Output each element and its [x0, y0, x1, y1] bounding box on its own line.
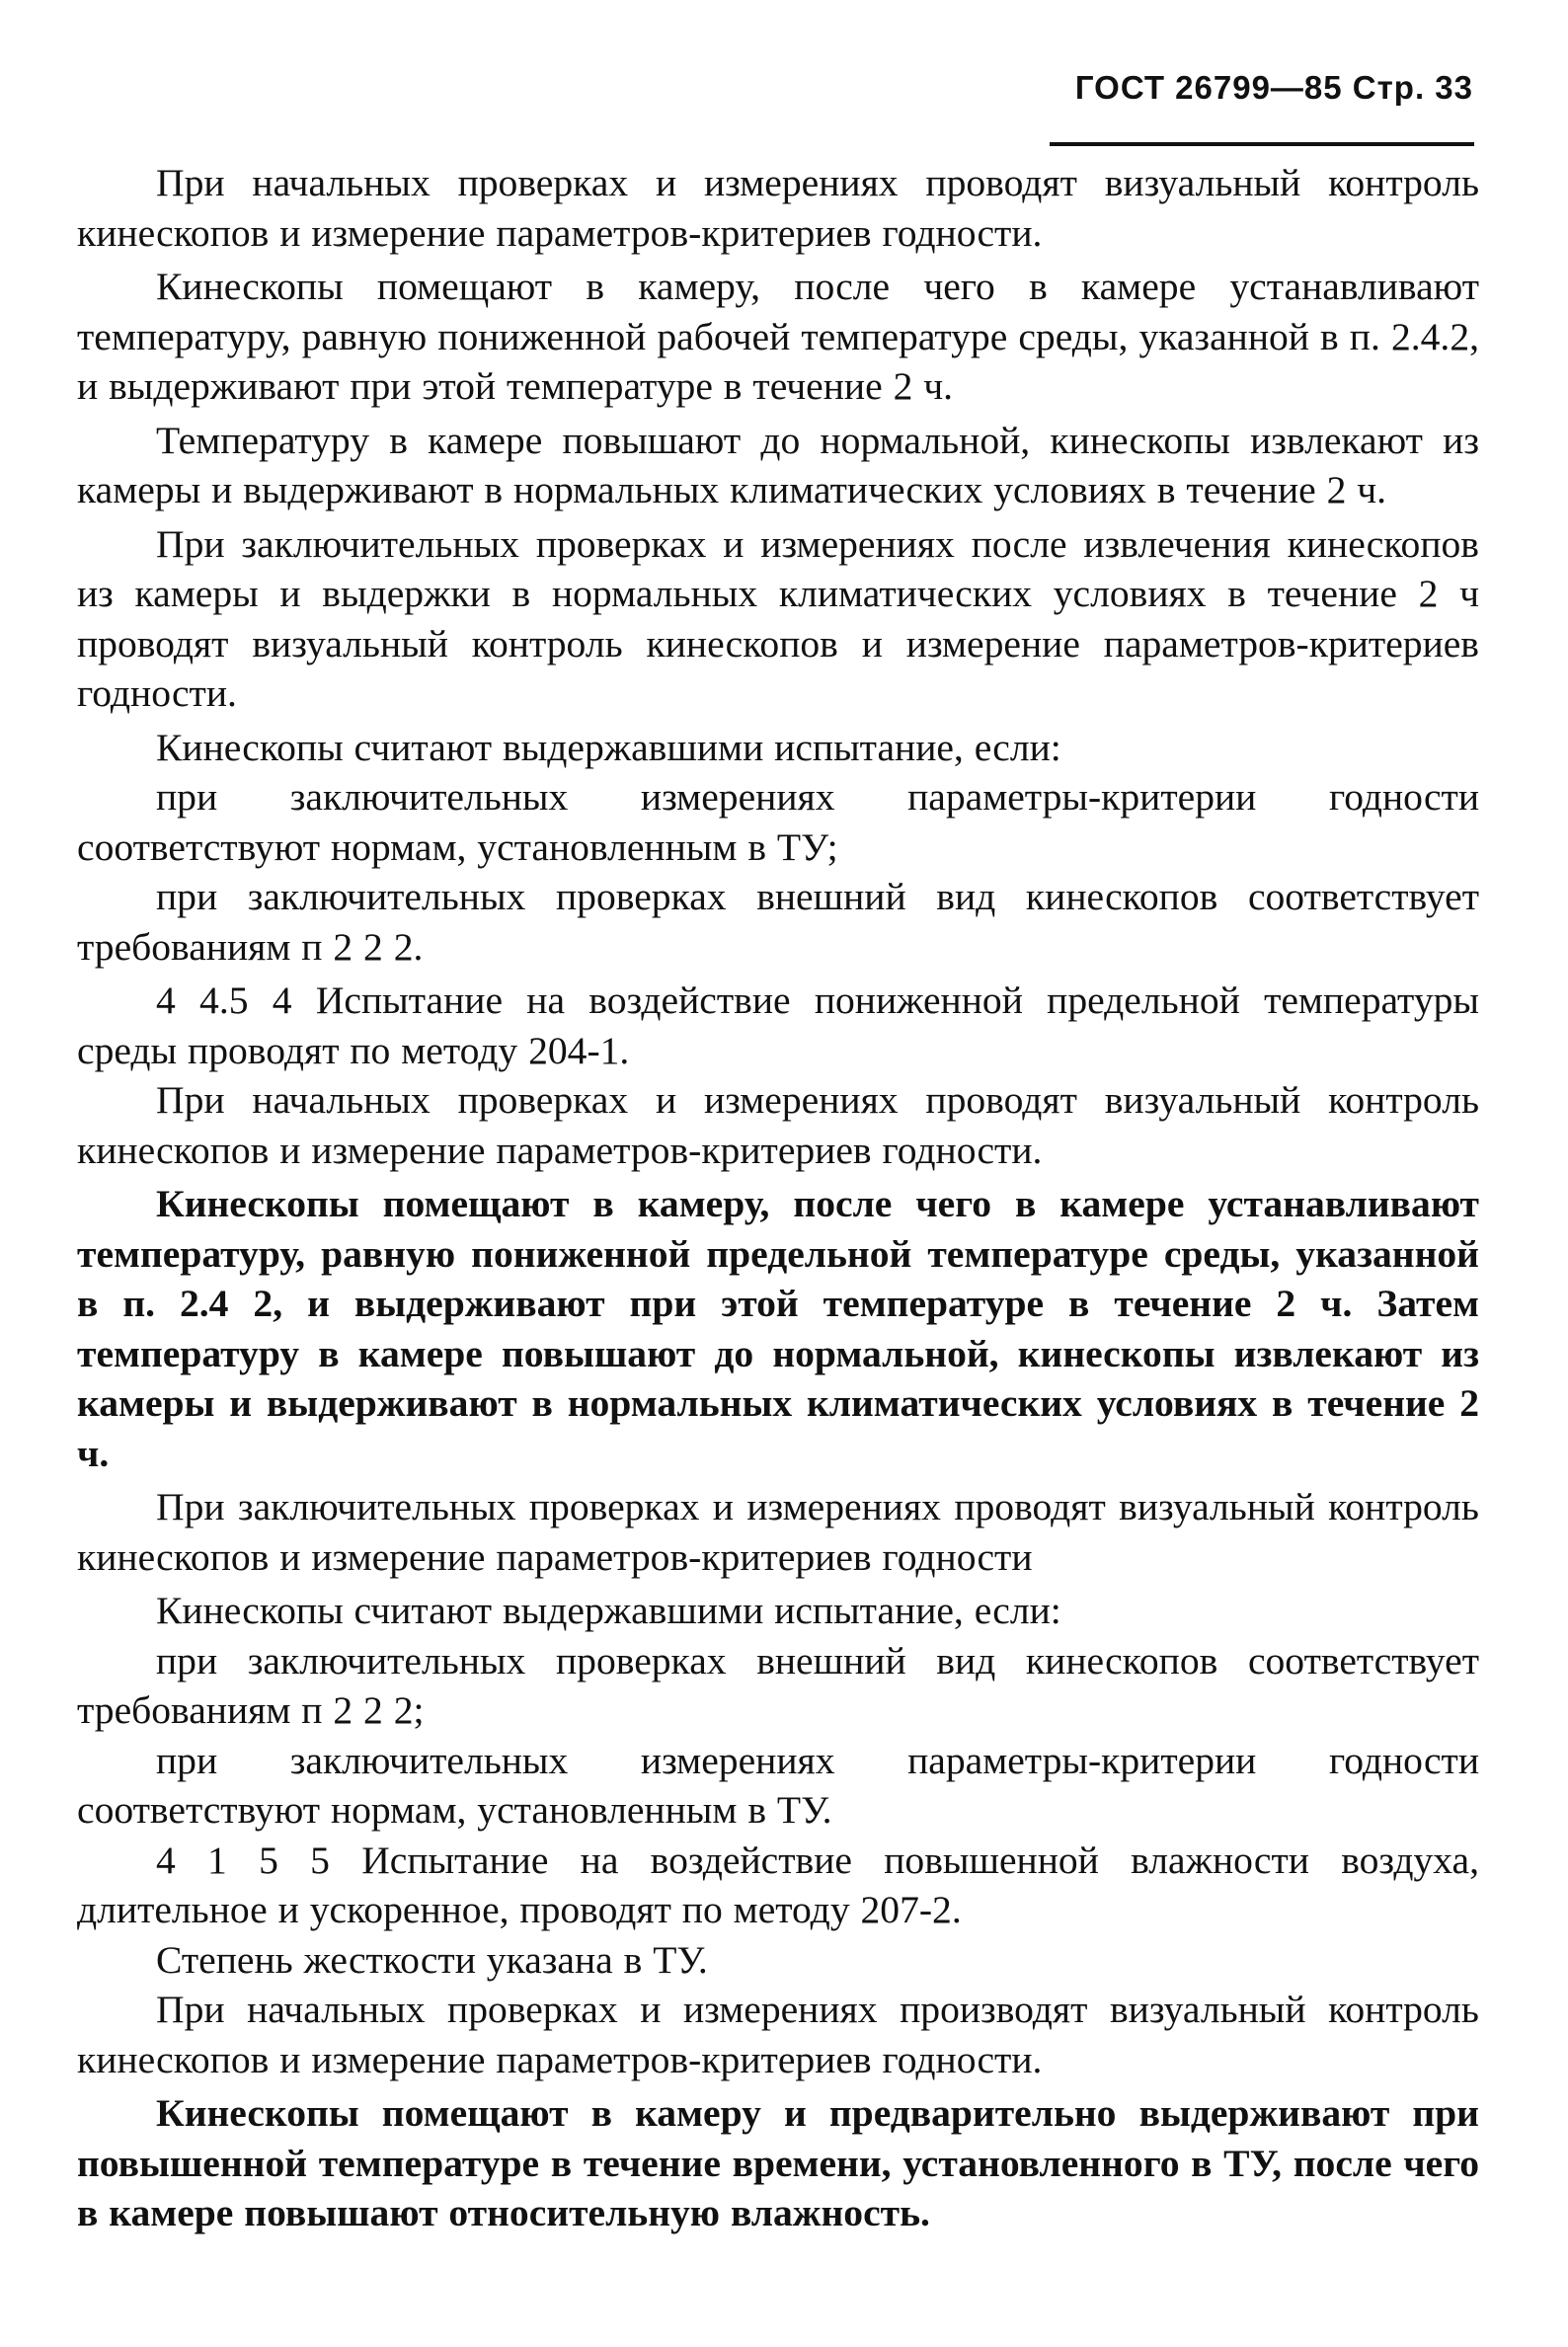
paragraph: Кинескопы считают выдержавшими испытание, если:	[156, 725, 1061, 769]
paragraph: при заключительных проверках внешний вид кинескопов соответствует требованиям п 2 2 2.	[77, 875, 1479, 969]
paragraph: При начальных проверках и измерениях проводят визуальный контроль кинескопов и измерение параметров-критериев годности.	[77, 1078, 1479, 1172]
paragraph: Кинескопы считают выдержавшими испытание, если:	[156, 1589, 1061, 1632]
paragraph: Температуру в камере повышают до нормальной, кинескопы извлекают из камеры и выдерживают в нормальных климатических условиях в течение 2 ч.	[77, 418, 1479, 511]
paragraph: при заключительных измерениях параметры-критерии годности соответствуют нормам, установленным в ТУ;	[77, 775, 1479, 869]
paragraph: Кинескопы помещают в камеру, после чего в камере устанавливают температуру, равную пониженной рабочей температуре среды, указанной в п. 2.4.2, и выдерживают при этой температуре в течение 2 ч.	[77, 265, 1479, 408]
paragraph: 4 4.5 4 Испытание на воздействие пониженной предельной температуры среды проводят по методу 204-1.	[77, 978, 1479, 1072]
paragraph: 4 1 5 5 Испытание на воздействие повышенной влажности воздуха, длительное и ускоренное, проводят по методу 207-2.	[77, 1838, 1479, 1931]
paragraph: Кинескопы помещают в камеру и предварительно выдерживают при повышенной температуре в течение времени, установленного в ТУ, после чего в камере повышают относительную влажность.	[77, 2091, 1479, 2234]
paragraph: При заключительных проверках и измерениях после извлечения кинескопов из камеры и выдержки в нормальных климатических условиях в течение 2 ч проводят визуальный контроль кинескопов и измерение параметров-критериев годности.	[77, 521, 1479, 715]
paragraph: При начальных проверках и измерениях производят визуальный контроль кинескопов и измерение параметров-критериев годности.	[77, 1988, 1479, 2081]
paragraph: Степень жесткости указана в ТУ.	[156, 1937, 708, 1982]
header-rule	[1050, 142, 1474, 146]
paragraph: Кинескопы помещают в камеру, после чего в камере устанавливают температуру, равную пониженной предельной температуре среды, указанной в п. 2.4 2, и выдерживают при этой температуре в течение 2 ч. Затем температуру в камере повышают до нормальной, кинескопы извлекают из камеры и выдерживают в нормальных климатических условиях в течение 2 ч.	[77, 1182, 1479, 1475]
page-header: ГОСТ 26799—85 Стр. 33	[1074, 69, 1473, 106]
paragraph: при заключительных измерениях параметры-критерии годности соответствуют нормам, установленным в ТУ.	[77, 1738, 1479, 1832]
paragraph: При заключительных проверках и измерениях проводят визуальный контроль кинескопов и измерение параметров-критериев годности	[77, 1485, 1479, 1579]
paragraph: При начальных проверках и измерениях проводят визуальный контроль кинескопов и измерение параметров-критериев годности.	[77, 161, 1479, 255]
paragraph: при заключительных проверках внешний вид кинескопов соответствует требованиям п 2 2 2;	[77, 1638, 1479, 1732]
body-text	[77, 158, 1479, 2238]
